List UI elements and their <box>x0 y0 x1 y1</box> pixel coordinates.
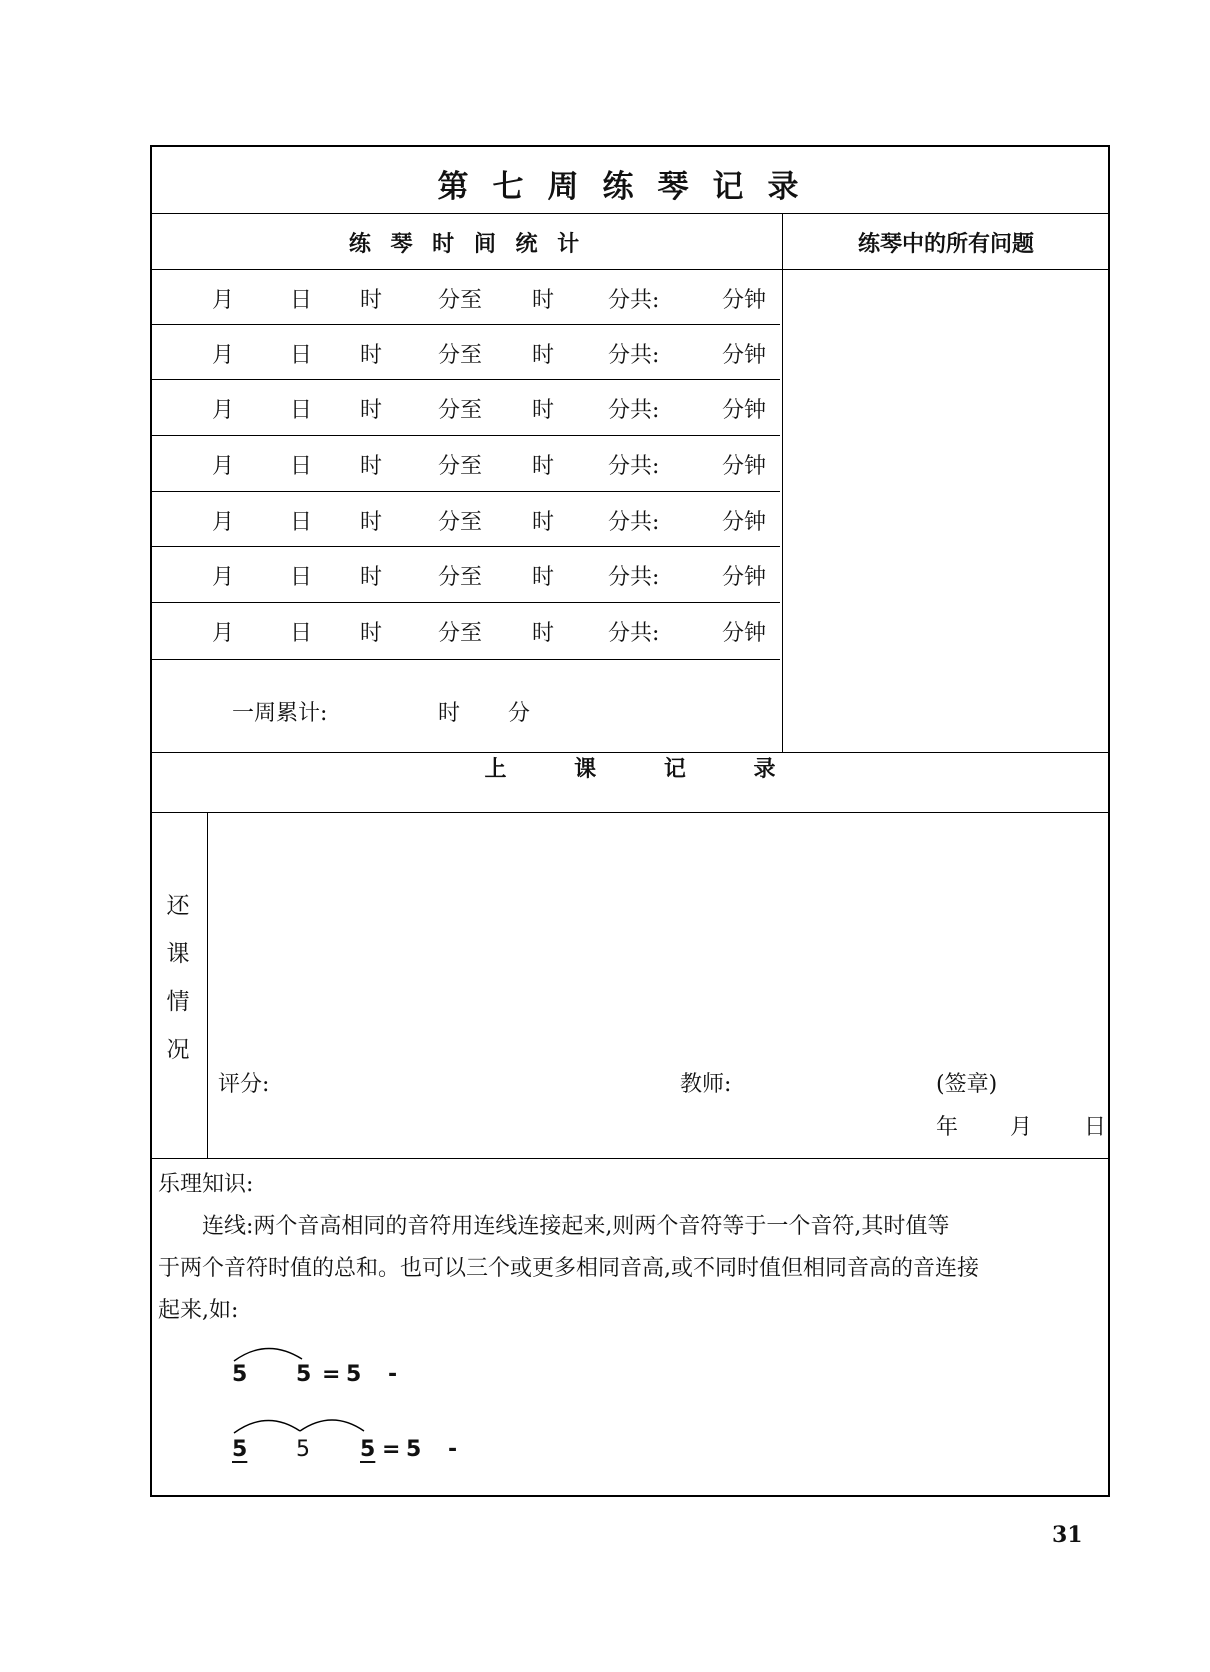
theory-line: 于两个音符时值的总和。也可以三个或更多相同音高,或不同时值但相同音高的音连接 <box>158 1256 979 1281</box>
theory-heading: 乐理知识: <box>158 1172 254 1197</box>
divider <box>782 213 783 752</box>
theory-line: 连线:两个音高相同的音符用连线连接起来,则两个音符等于一个音符,其时值等 <box>202 1214 950 1239</box>
minute-to-label: 分至 <box>438 454 483 479</box>
lesson-header-char: 记 <box>663 756 686 782</box>
side-label-char: 情 <box>166 989 190 1015</box>
hour-label: 时 <box>532 565 555 590</box>
day-label: 日 <box>290 565 313 590</box>
hour-label: 时 <box>532 454 555 479</box>
form-title: 第七周练琴记录 <box>437 169 823 205</box>
hour-label: 时 <box>360 510 383 535</box>
side-label-char: 课 <box>166 941 190 967</box>
lesson-record-header <box>152 752 1108 783</box>
practice-row <box>152 435 782 491</box>
equals-sign: = <box>322 1362 341 1387</box>
minute-to-label: 分至 <box>438 565 483 590</box>
minute-to-label: 分至 <box>438 343 483 368</box>
hour-label: 时 <box>360 398 383 423</box>
practice-row <box>152 324 782 380</box>
hour-label: 时 <box>360 565 383 590</box>
month-label: 月 <box>212 398 235 423</box>
month-label: 月 <box>212 288 235 313</box>
seal-label: (签章) <box>936 1072 998 1097</box>
divider <box>152 213 1108 214</box>
hour-label: 时 <box>532 621 555 646</box>
minute-to-label: 分至 <box>438 288 483 313</box>
hour-label: 时 <box>360 343 383 368</box>
hour-label: 时 <box>532 510 555 535</box>
problems-header: 练琴中的所有问题 <box>857 231 1034 257</box>
tie-arc <box>232 1409 432 1439</box>
weekly-total-label: 一周累计: <box>232 701 328 726</box>
minutes-label: 分钟 <box>722 288 767 313</box>
minute-total-label: 分共: <box>608 565 660 590</box>
minutes-label: 分钟 <box>722 565 767 590</box>
minute-total-label: 分共: <box>608 398 660 423</box>
minute-total-label: 分共: <box>608 288 660 313</box>
day-label: 日 <box>1084 1115 1107 1140</box>
minutes-label: 分钟 <box>722 621 767 646</box>
minute-total-label: 分共: <box>608 454 660 479</box>
divider <box>152 812 1108 813</box>
month-label: 月 <box>1010 1115 1033 1140</box>
minutes-label: 分钟 <box>722 398 767 423</box>
month-label: 月 <box>212 454 235 479</box>
practice-row <box>152 602 782 658</box>
weekly-total-row <box>152 682 782 738</box>
month-label: 月 <box>212 343 235 368</box>
day-label: 日 <box>290 621 313 646</box>
minute-to-label: 分至 <box>438 510 483 535</box>
hour-label: 时 <box>532 288 555 313</box>
day-label: 日 <box>290 398 313 423</box>
minute-label: 分 <box>508 701 531 726</box>
side-label-char: 况 <box>166 1037 190 1063</box>
lesson-return-side-label <box>162 882 194 1074</box>
hour-label: 时 <box>438 701 461 726</box>
hour-label: 时 <box>532 343 555 368</box>
teacher-label: 教师: <box>680 1072 732 1097</box>
practice-time-header: 练 琴 时 间 统 计 <box>348 231 586 257</box>
divider <box>152 659 780 660</box>
dash: - <box>388 1362 398 1387</box>
equals-sign: = <box>382 1437 401 1462</box>
note: 5 <box>232 1437 248 1462</box>
lesson-header-char: 课 <box>574 756 597 782</box>
score-label: 评分: <box>218 1072 270 1097</box>
note: 5 <box>346 1362 362 1387</box>
hour-label: 时 <box>360 621 383 646</box>
practice-row <box>152 269 782 325</box>
minute-to-label: 分至 <box>438 398 483 423</box>
minute-total-label: 分共: <box>608 621 660 646</box>
month-label: 月 <box>212 565 235 590</box>
minutes-label: 分钟 <box>722 343 767 368</box>
practice-record-form <box>150 145 1110 1497</box>
day-label: 日 <box>290 343 313 368</box>
lesson-header-char: 录 <box>753 756 776 782</box>
month-label: 月 <box>212 510 235 535</box>
minutes-label: 分钟 <box>722 454 767 479</box>
minute-total-label: 分共: <box>608 343 660 368</box>
note: 5 <box>406 1437 422 1462</box>
day-label: 日 <box>290 454 313 479</box>
minute-to-label: 分至 <box>438 621 483 646</box>
side-label-char: 还 <box>166 893 190 919</box>
page-number: 31 <box>1052 1522 1083 1548</box>
practice-row <box>152 379 782 435</box>
minutes-label: 分钟 <box>722 510 767 535</box>
practice-row <box>152 546 782 602</box>
dash: - <box>448 1437 458 1462</box>
theory-line: 起来,如: <box>158 1298 239 1323</box>
divider <box>207 812 208 1158</box>
note: 5 <box>296 1362 312 1387</box>
day-label: 日 <box>290 288 313 313</box>
practice-row <box>152 491 782 547</box>
month-label: 月 <box>212 621 235 646</box>
tie-example-2 <box>232 1437 492 1467</box>
note: 5 <box>296 1437 310 1462</box>
note: 5 <box>360 1437 376 1462</box>
hour-label: 时 <box>360 454 383 479</box>
day-label: 日 <box>290 510 313 535</box>
hour-label: 时 <box>360 288 383 313</box>
note: 5 <box>232 1362 248 1387</box>
hour-label: 时 <box>532 398 555 423</box>
divider <box>152 1158 1108 1159</box>
minute-total-label: 分共: <box>608 510 660 535</box>
tie-example-1 <box>232 1362 492 1392</box>
year-label: 年 <box>936 1115 959 1140</box>
lesson-header-char: 上 <box>484 756 507 782</box>
